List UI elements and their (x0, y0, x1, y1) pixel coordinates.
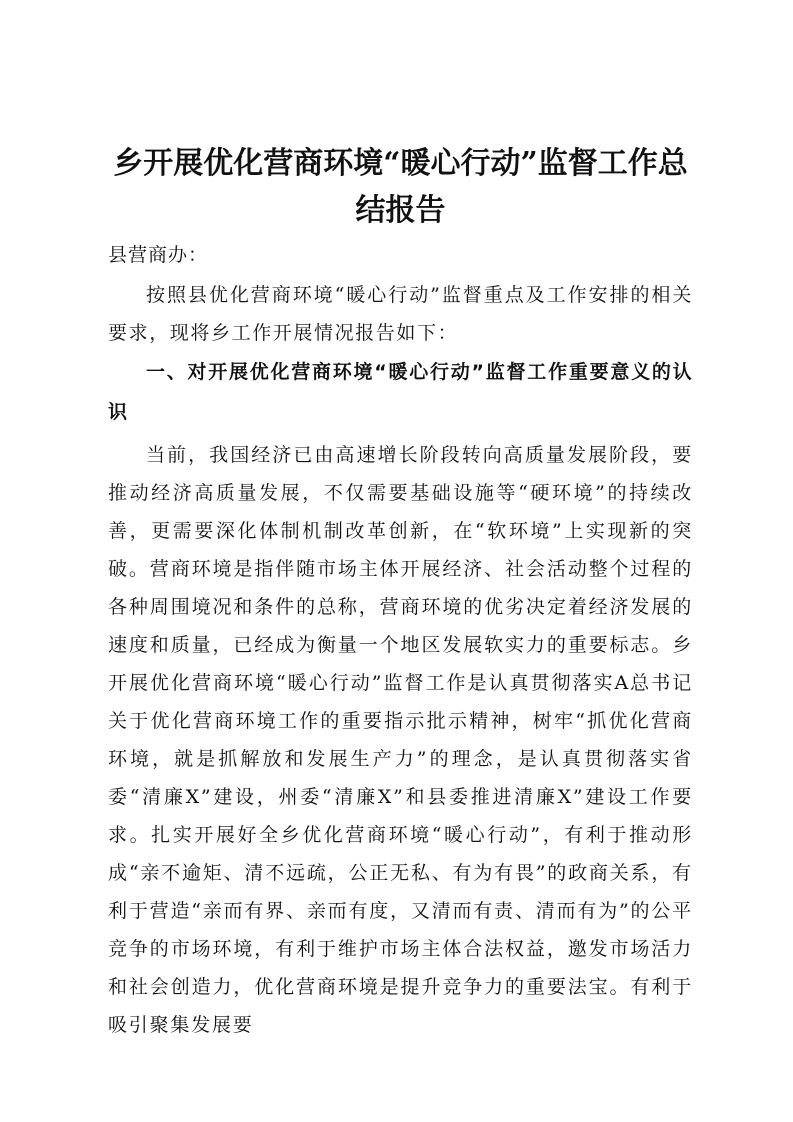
document-title: 乡开展优化营商环境“暖心行动”监督工作总结报告 (113, 146, 688, 228)
section-heading-1: 一、对开展优化营商环境“暖心行动”监督工作重要意义的认识 (108, 361, 693, 423)
recipient-line: 县营商办： (108, 244, 209, 266)
intro-paragraph: 按照县优化营商环境“暖心行动”监督重点及工作安排的相关要求，现将乡工作开展情况报告如下： (108, 284, 693, 344)
document-page (108, 140, 693, 1044)
section-body-1: 当前，我国经济已由高速增长阶段转向高质量发展阶段，要推动经济高质量发展，不仅需要基础设施等“硬环境”的持续改善，更需要深化体制机制改革创新，在“软环境”上实现新的突破。营商环境是指伴随市场主体开展经济、社会活动整个过程的各种周围境况和条件的总称，营商环境的优劣决定着经济发展的速度和质量，已经成为衡量一个地区发展软实力的重要标志。乡开展优化营商环境“暖心行动”监督工作是认真贯彻落实A总书记关于优化营商环境工作的重要指示批示精神，树牢“抓优化营商环境，就是抓解放和发展生产力”的理念，是认真贯彻落实省委“清廉X”建设，州委“清廉X”和县委推进清廉X”建设工作要求。扎实开展好全乡优化营商环境“暖心行动”，有利于推动形成“亲不逾矩、清不远疏，公正无私、有为有畏”的政商关系，有利于营造“亲而有界、亲而有度，又清而有责、清而有为”的公平竞争的市场环境，有利于维护市场主体合法权益，邀发市场活力和社会创造力，优化营商环境是提升竞争力的重要法宝。有利于吸引聚集发展要 (108, 444, 693, 1036)
